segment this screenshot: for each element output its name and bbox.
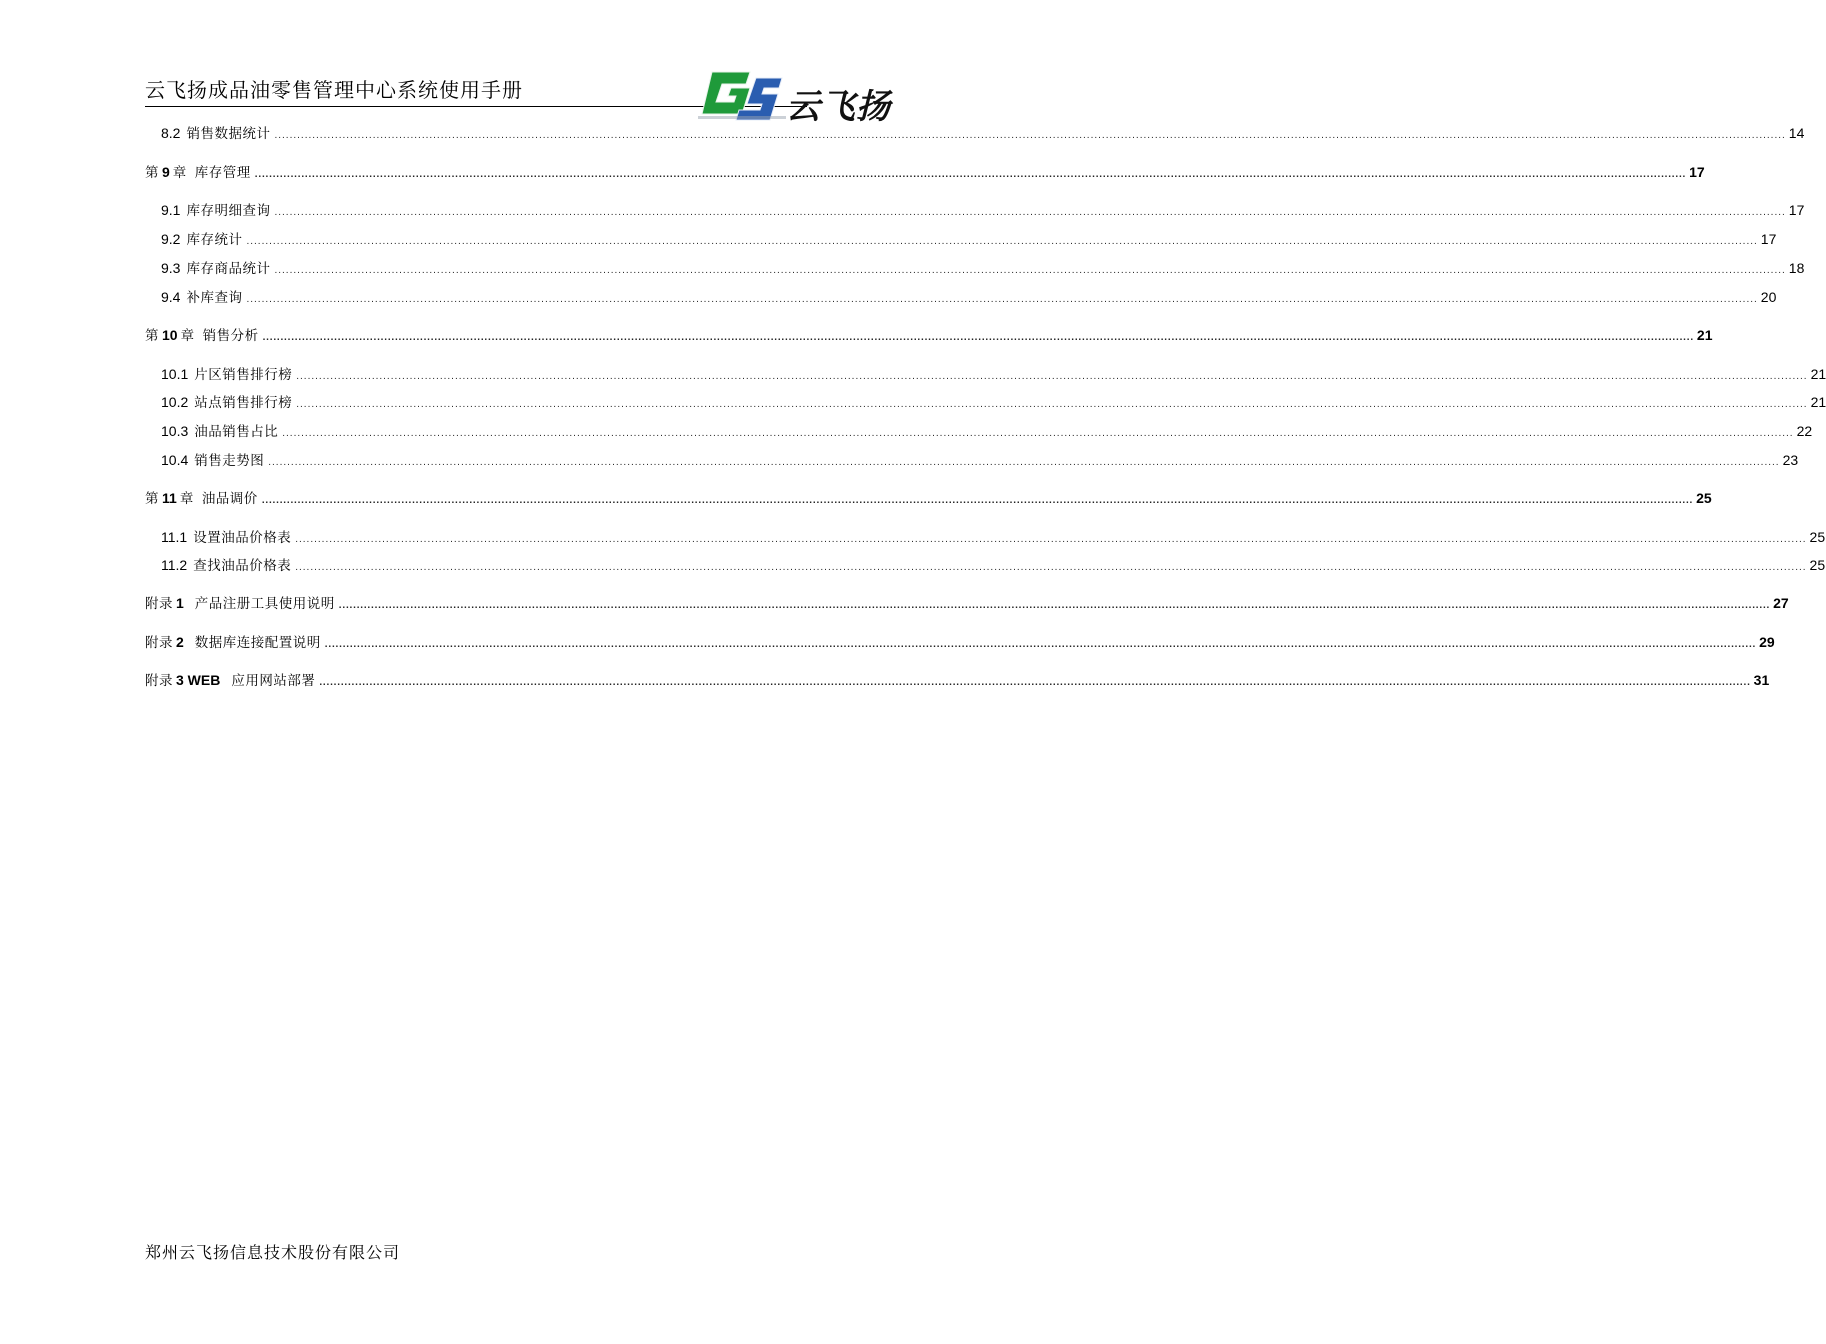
toc-chapter-entry[interactable]: [145, 592, 1789, 614]
toc-chapter-entry[interactable]: [145, 324, 1713, 346]
toc-entry-number: 10: [162, 327, 178, 343]
toc-entry-title: 油品调价: [201, 491, 258, 507]
toc-section-entry[interactable]: [161, 554, 1826, 576]
toc-entry-prefix: 附录: [145, 673, 173, 689]
toc-entry-page-number: 17: [1788, 202, 1805, 218]
toc-entry-title: 数据库连接配置说明: [194, 635, 321, 651]
toc-leader-dots: ................................................................................................................................................................................................................................................................................................................................................................................................................: [324, 639, 1757, 650]
toc-leader-dots: ................................................................................................................................................................................................................................................................................................................................................................................................................: [246, 294, 1758, 305]
toc-entry-title: 片区销售排行榜: [194, 367, 293, 383]
toc-entry-page-number: 14: [1788, 125, 1805, 141]
toc-entry-number: 10.2: [161, 394, 189, 410]
toc-entry-number: 9: [162, 164, 170, 180]
toc-entry-page-number: 17: [1689, 164, 1705, 180]
toc-entry-number: 10.4: [161, 452, 189, 468]
toc-entry-number: 9.3: [161, 260, 181, 276]
toc-leader-dots: ................................................................................................................................................................................................................................................................................................................................................................................................................: [296, 371, 1808, 382]
toc-chapter-entry[interactable]: [145, 669, 1770, 691]
toc-entry-prefix: 第: [145, 328, 159, 344]
toc-entry-suffix: 章: [179, 491, 194, 507]
toc-entry-title: 销售走势图: [194, 453, 265, 469]
toc-entry-page-number: 21: [1696, 327, 1713, 343]
toc-entry-title: 库存管理: [194, 165, 251, 181]
toc-leader-dots: ................................................................................................................................................................................................................................................................................................................................................................................................................: [268, 457, 1780, 468]
toc-entry-page-number: 31: [1753, 672, 1770, 688]
toc-entry-page-number: 25: [1809, 557, 1826, 573]
toc-leader-dots: ................................................................................................................................................................................................................................................................................................................................................................................................................: [282, 428, 1794, 439]
toc-chapter-entry[interactable]: [145, 487, 1712, 509]
toc-entry-number: 1: [176, 595, 184, 611]
toc-entry-page-number: 25: [1809, 529, 1826, 545]
toc-entry-page-number: 27: [1773, 595, 1789, 611]
toc-section-entry[interactable]: [161, 122, 1805, 144]
toc-leader-dots: ................................................................................................................................................................................................................................................................................................................................................................................................................: [295, 534, 1807, 545]
toc-entry-suffix: 章: [180, 328, 195, 344]
toc-entry-suffix: 章: [172, 165, 187, 181]
toc-entry-number: 9.4: [161, 289, 181, 305]
toc-section-entry[interactable]: [161, 228, 1777, 250]
toc-section-entry[interactable]: [161, 363, 1826, 385]
toc-entry-page-number: 23: [1782, 452, 1799, 468]
toc-entry-prefix: 附录: [145, 596, 173, 612]
toc-entry-page-number: 22: [1796, 423, 1813, 439]
toc-entry-title: 产品注册工具使用说明: [194, 596, 335, 612]
toc-leader-dots: ................................................................................................................................................................................................................................................................................................................................................................................................................: [274, 130, 1786, 141]
toc-chapter-entry[interactable]: [145, 631, 1775, 653]
toc-section-entry[interactable]: [161, 286, 1777, 308]
toc-entry-title: 库存商品统计: [186, 261, 271, 277]
document-title: 云飞扬成品油零售管理中心系统使用手册: [145, 78, 523, 102]
toc-entry-title: 应用网站部署: [231, 673, 316, 689]
toc-entry-number: 9.1: [161, 202, 181, 218]
toc-entry-title: 库存统计: [186, 232, 243, 248]
toc-entry-number: 2: [176, 634, 184, 650]
toc-entry-number: 9.2: [161, 231, 181, 247]
toc-entry-number: 11.1: [161, 529, 188, 545]
toc-entry-title: 库存明细查询: [186, 203, 271, 219]
toc-entry-page-number: 21: [1810, 394, 1826, 410]
toc-entry-page-number: 21: [1810, 366, 1826, 382]
toc-leader-dots: ................................................................................................................................................................................................................................................................................................................................................................................................................: [254, 169, 1687, 180]
toc-entry-title: 补库查询: [186, 290, 243, 306]
toc-leader-dots: ................................................................................................................................................................................................................................................................................................................................................................................................................: [261, 495, 1694, 506]
toc-leader-dots: ................................................................................................................................................................................................................................................................................................................................................................................................................: [296, 399, 1808, 410]
toc-entry-title: 油品销售占比: [194, 424, 279, 440]
toc-entry-title: 设置油品价格表: [193, 530, 292, 546]
toc-entry-prefix: 第: [145, 491, 159, 507]
toc-entry-number: 10.1: [161, 366, 189, 382]
toc-entry-number: 10.3: [161, 423, 189, 439]
toc-entry-prefix: 附录: [145, 635, 173, 651]
toc-entry-title: 销售数据统计: [186, 126, 271, 142]
toc-leader-dots: ................................................................................................................................................................................................................................................................................................................................................................................................................: [338, 600, 1771, 611]
toc-leader-dots: ................................................................................................................................................................................................................................................................................................................................................................................................................: [246, 236, 1758, 247]
toc-entry-number: 11: [162, 490, 177, 506]
toc-leader-dots: ................................................................................................................................................................................................................................................................................................................................................................................................................: [319, 677, 1751, 688]
toc-entry-number: 8.2: [161, 125, 181, 141]
toc-entry-page-number: 18: [1788, 260, 1805, 276]
toc-section-entry[interactable]: [161, 449, 1799, 471]
logo-text: 云飞扬: [786, 87, 891, 127]
toc-entry-number: 3 WEB: [176, 672, 221, 688]
toc-section-entry[interactable]: [161, 199, 1805, 221]
toc-entry-title: 查找油品价格表: [193, 558, 292, 574]
toc-entry-page-number: 17: [1760, 231, 1777, 247]
toc-entry-prefix: 第: [145, 165, 159, 181]
toc-section-entry[interactable]: [161, 391, 1826, 413]
toc-section-entry[interactable]: [161, 257, 1805, 279]
toc-entry-page-number: 20: [1760, 289, 1777, 305]
footer-company-name: 郑州云飞扬信息技术股份有限公司: [145, 1243, 401, 1262]
toc-section-entry[interactable]: [161, 526, 1826, 548]
toc-entry-number: 11.2: [161, 557, 188, 573]
toc-leader-dots: ................................................................................................................................................................................................................................................................................................................................................................................................................: [295, 562, 1807, 573]
toc-entry-page-number: 25: [1696, 490, 1712, 506]
toc-leader-dots: ................................................................................................................................................................................................................................................................................................................................................................................................................: [274, 207, 1786, 218]
toc-leader-dots: ................................................................................................................................................................................................................................................................................................................................................................................................................: [274, 265, 1786, 276]
toc-entry-page-number: 29: [1759, 634, 1775, 650]
toc-section-entry[interactable]: [161, 420, 1813, 442]
toc-entry-title: 销售分析: [202, 328, 259, 344]
toc-entry-title: 站点销售排行榜: [194, 395, 293, 411]
toc-leader-dots: ................................................................................................................................................................................................................................................................................................................................................................................................................: [262, 332, 1694, 343]
toc-chapter-entry[interactable]: [145, 161, 1705, 183]
